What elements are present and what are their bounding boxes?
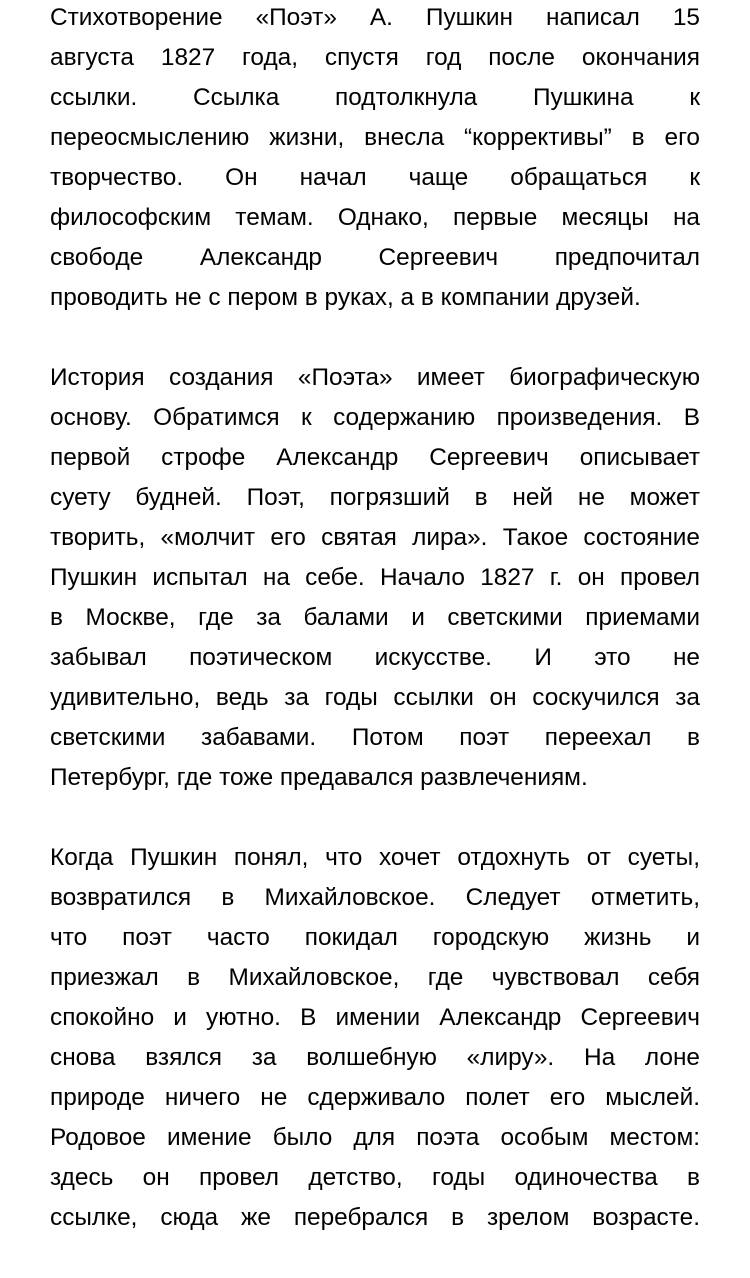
paragraph-1 — [50, 0, 700, 318]
text-line: переосмыслению жизни, внесла “коррективы” в его — [50, 124, 700, 151]
text-line: удивительно, ведь за годы ссылки он соскучился за — [50, 684, 700, 711]
text-line: философским темам. Однако, первые месяцы на — [50, 204, 700, 231]
text-line: Пушкин испытал на себе. Начало 1827 г. он провел — [50, 564, 700, 591]
text-line: снова взялся за волшебную «лиру». На лоне — [50, 1044, 700, 1071]
text-line: творчество. Он начал чаще обращаться к — [50, 164, 700, 191]
text-line: спокойно и уютно. В имении Александр Сергеевич — [50, 1004, 700, 1031]
text-line: светскими забавами. Потом поэт переехал в — [50, 724, 700, 751]
text-line: творить, «молчит его святая лира». Такое состояние — [50, 524, 700, 551]
paragraph-3 — [50, 838, 700, 1238]
text-line: природе ничего не сдерживало полет его мыслей. — [50, 1084, 700, 1111]
text-line: свободе Александр Сергеевич предпочитал — [50, 244, 700, 271]
text-line: проводить не с пером в руках, а в компании друзей. — [50, 284, 641, 311]
text-line: что поэт часто покидал городскую жизнь и — [50, 924, 700, 951]
text-line: Родовое имение было для поэта особым местом: — [50, 1124, 700, 1151]
text-line: возвратился в Михайловское. Следует отметить, — [50, 884, 700, 911]
text-line: августа 1827 года, спустя год после окончания — [50, 44, 700, 71]
text-line: ссылки. Ссылка подтолкнула Пушкина к — [50, 84, 700, 111]
text-line: Когда Пушкин понял, что хочет отдохнуть от суеты, — [50, 844, 700, 871]
paragraph-2 — [50, 358, 700, 798]
text-line: приезжал в Михайловское, где чувствовал себя — [50, 964, 700, 991]
text-line: Петербург, где тоже предавался развлечениям. — [50, 764, 588, 791]
text-line: в Москве, где за балами и светскими приемами — [50, 604, 700, 631]
text-line: основу. Обратимся к содержанию произведения. В — [50, 404, 700, 431]
text-line: забывал поэтическом искусстве. И это не — [50, 644, 700, 671]
text-line: здесь он провел детство, годы одиночества в — [50, 1164, 700, 1191]
text-line: суету будней. Поэт, погрязший в ней не может — [50, 484, 700, 511]
text-line: первой строфе Александр Сергеевич описывает — [50, 444, 700, 471]
text-line: Стихотворение «Поэт» А. Пушкин написал 15 — [50, 4, 700, 31]
text-line: ссылке, сюда же перебрался в зрелом возрасте. — [50, 1204, 700, 1231]
article-body — [50, 0, 700, 1278]
text-line: История создания «Поэта» имеет биографическую — [50, 364, 700, 391]
